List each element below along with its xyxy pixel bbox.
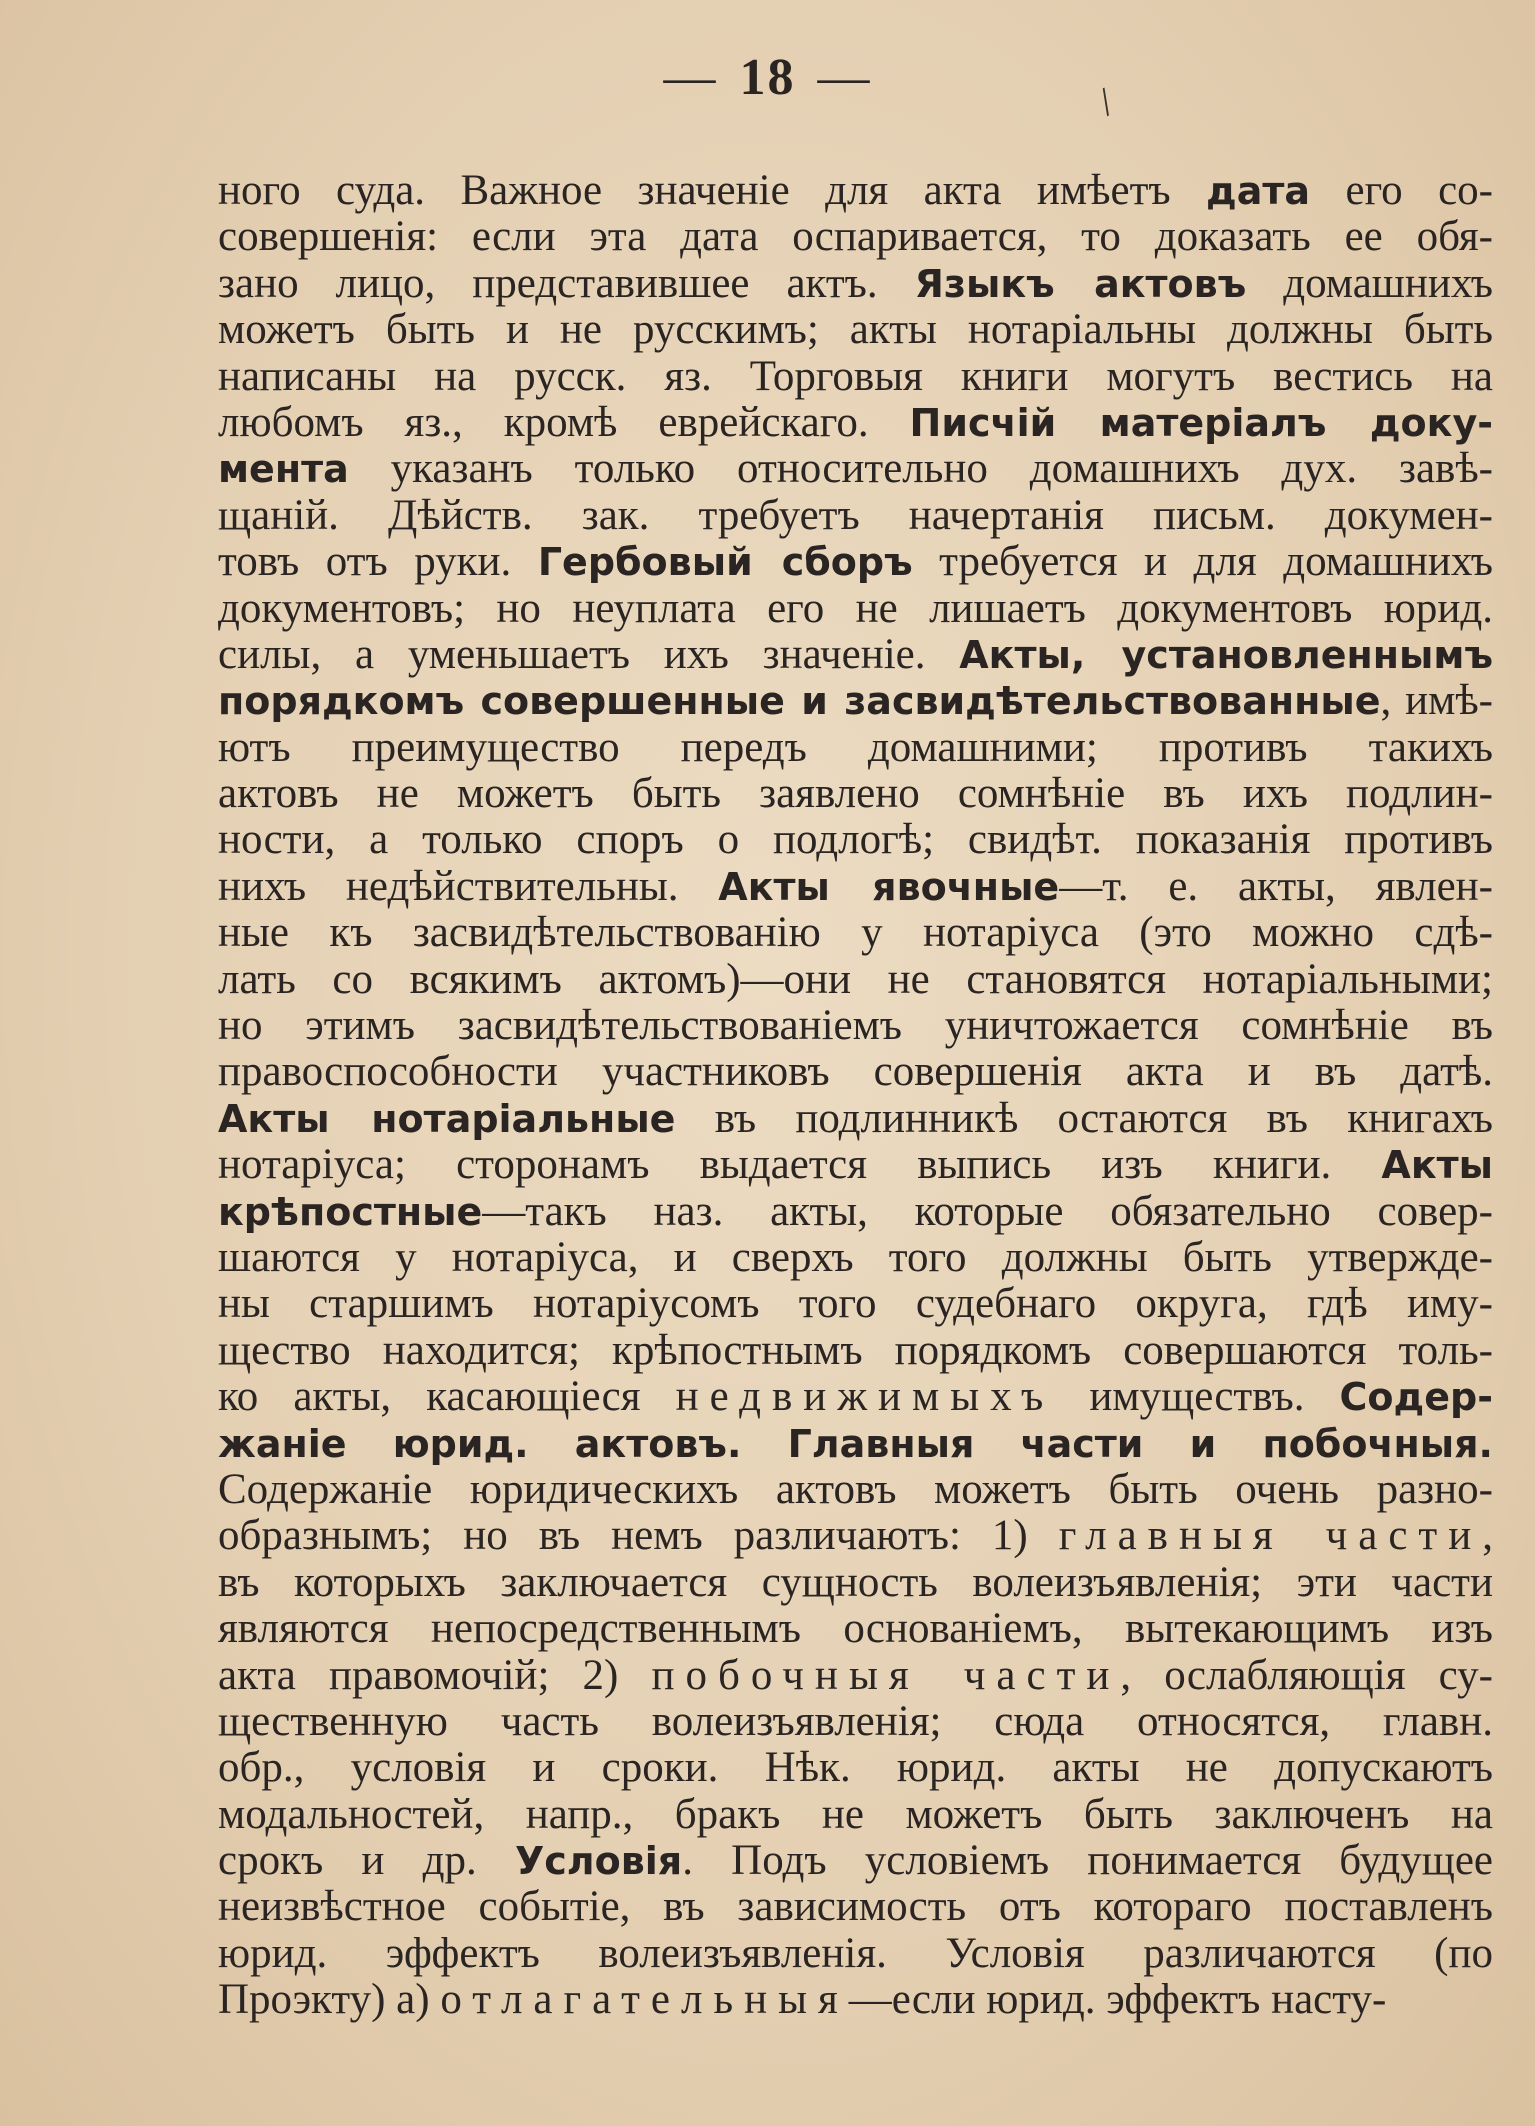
text-segment: ности, а только споръ о подлогѣ; свидѣт. показанія противъ <box>218 817 1493 864</box>
text-line <box>218 539 1493 585</box>
text-line <box>218 168 1493 214</box>
text-line <box>218 214 1493 260</box>
text-segment: щественную часть волеизъявленія; сюда относятся, главн. <box>218 1698 1493 1745</box>
text-segment: но этимъ засвидѣтельствованіемъ уничтожается сомнѣніе въ <box>218 1003 1493 1050</box>
text-segment: въ которыхъ заключается сущность волеизъявленія; эти части <box>218 1559 1493 1606</box>
text-segment: срокъ и др. <box>218 1838 515 1885</box>
bold-term: Акты <box>1381 1143 1493 1188</box>
text-segment: , ослабляющія су- <box>1120 1652 1493 1699</box>
bold-term: крѣпостные <box>218 1189 483 1234</box>
bold-term: Акты, установленнымъ <box>959 632 1493 677</box>
text-line <box>218 725 1493 771</box>
text-line <box>218 1096 1493 1142</box>
text-line <box>218 1421 1493 1467</box>
text-segment: документовъ; но неуплата его не лишаетъ документовъ юрид. <box>218 585 1493 632</box>
text-line <box>218 1281 1493 1327</box>
text-segment: обр., условія и сроки. Нѣк. юрид. акты не допускаютъ <box>218 1745 1493 1792</box>
text-line <box>218 1560 1493 1606</box>
text-segment: юрид. эффектъ волеизъявленія. Условія различаются (по <box>218 1930 1493 1977</box>
page-number-header <box>0 48 1535 107</box>
bold-term: Акты явочные <box>718 864 1060 909</box>
spaced-term: недвижимыхъ <box>675 1374 1055 1421</box>
text-line <box>218 817 1493 863</box>
text-segment: ные къ засвидѣтельствованію у нотаріуса (это можно сдѣ- <box>218 910 1493 957</box>
text-line <box>218 1467 1493 1513</box>
text-segment: его со- <box>1310 168 1493 214</box>
page-number: 18 <box>739 49 796 106</box>
text-segment: силы, а уменьшаетъ ихъ значеніе. <box>218 631 960 678</box>
text-line <box>218 1792 1493 1838</box>
bold-term: Писчій матеріалъ доку- <box>909 400 1493 445</box>
text-segment: ны старшимъ нотаріусомъ того судебнаго округа, гдѣ иму- <box>218 1281 1493 1328</box>
spaced-term: побочныя части <box>651 1652 1121 1699</box>
text-segment: можетъ быть и не русскимъ; акты нотаріальны должны быть <box>218 307 1493 354</box>
text-segment: являются непосредственнымъ основаніемъ, вытекающимъ изъ <box>218 1606 1493 1653</box>
text-segment: зано лицо, представившее актъ. <box>218 260 915 307</box>
text-segment: требуется и для домашнихъ <box>912 539 1493 586</box>
text-line <box>218 1142 1493 1188</box>
text-segment: ютъ преимущество передъ домашними; противъ такихъ <box>218 724 1493 771</box>
text-line <box>218 1235 1493 1281</box>
text-segment: совершенія: если эта дата оспаривается, то доказать ее обя- <box>218 214 1493 261</box>
text-line <box>218 1977 1493 2023</box>
text-segment: модальностей, напр., бракъ не можетъ быть заключенъ на <box>218 1791 1493 1838</box>
text-segment: , имѣ- <box>1380 678 1493 725</box>
bold-term: Условія <box>514 1839 683 1884</box>
text-line <box>218 307 1493 353</box>
text-segment: ного суда. Важное значеніе для акта имѣетъ <box>218 168 1207 214</box>
text-line <box>218 1931 1493 1977</box>
text-line <box>218 1189 1493 1235</box>
text-line <box>218 1513 1493 1559</box>
bold-term: дата <box>1206 169 1311 213</box>
text-segment: правоспособности участниковъ совершенія акта и въ датѣ. <box>218 1049 1493 1096</box>
bold-term: мента <box>218 447 349 492</box>
page-number-dash-right: — <box>817 49 872 106</box>
text-segment: , <box>1482 1513 1493 1560</box>
text-segment: —т. е. акты, явлен- <box>1059 863 1493 910</box>
spaced-term: главныя части <box>1058 1513 1483 1560</box>
text-line <box>218 400 1493 446</box>
text-segment: актовъ не можетъ быть заявлено сомнѣніе въ ихъ подлин- <box>218 771 1493 818</box>
text-segment: нихъ недѣйствительны. <box>218 863 719 910</box>
text-line <box>218 864 1493 910</box>
pen-mark: / <box>1090 79 1122 124</box>
text-segment: имуществъ. <box>1054 1374 1340 1421</box>
text-segment: любомъ яз., кромѣ еврейскаго. <box>218 399 910 446</box>
bold-term: порядкомъ совершенные и засвидѣтельствованные <box>218 679 1381 724</box>
text-line <box>218 771 1493 817</box>
text-line <box>218 1328 1493 1374</box>
bold-term: Языкъ актовъ <box>914 261 1247 306</box>
text-line <box>218 354 1493 400</box>
text-segment: ко акты, касающіеся <box>218 1374 676 1421</box>
bold-term: Гербовый сборъ <box>537 540 913 585</box>
text-line <box>218 632 1493 678</box>
text-segment: написаны на русск. яз. Торговыя книги могутъ вестись на <box>218 353 1493 400</box>
text-segment: нотаріуса; сторонамъ выдается выпись изъ книги. <box>218 1142 1382 1189</box>
text-segment: . Подъ условіемъ понимается будущее <box>682 1838 1493 1885</box>
text-line <box>218 1003 1493 1049</box>
page-number-dash-left: — <box>663 49 718 106</box>
text-line <box>218 678 1493 724</box>
text-segment: —такъ наз. акты, которые обязательно совер- <box>482 1188 1493 1235</box>
text-segment: неизвѣстное событіе, въ зависимость отъ котораго поставленъ <box>218 1884 1493 1931</box>
text-segment: образнымъ; но въ немъ различаютъ: 1) <box>218 1513 1059 1560</box>
bold-term: жаніе юрид. актовъ. Главныя части и побочныя. <box>218 1421 1493 1466</box>
text-segment: лать со всякимъ актомъ)—они не становятся нотаріальными; <box>218 956 1493 1003</box>
text-segment: въ подлинникѣ остаются въ книгахъ <box>675 1095 1493 1142</box>
text-line <box>218 957 1493 1003</box>
text-line <box>218 1838 1493 1884</box>
text-line <box>218 1653 1493 1699</box>
text-line <box>218 1049 1493 1095</box>
spaced-term: отлагательныя <box>440 1977 849 2024</box>
text-segment: Проэкту) а) <box>218 1977 441 2024</box>
text-segment: —если юрид. эффектъ насту- <box>848 1977 1387 2024</box>
text-segment: щество находится; крѣпостнымъ порядкомъ совершаются толь- <box>218 1327 1493 1374</box>
text-segment: шаются у нотаріуса, и сверхъ того должны быть утвержде- <box>218 1234 1493 1281</box>
text-segment: Содержаніе юридическихъ актовъ можетъ быть очень разно- <box>218 1466 1493 1513</box>
text-line <box>218 261 1493 307</box>
text-line <box>218 1374 1493 1420</box>
text-segment: домашнихъ <box>1246 260 1493 307</box>
body-text <box>218 168 1493 2024</box>
text-line <box>218 446 1493 492</box>
text-line <box>218 1699 1493 1745</box>
text-line <box>218 586 1493 632</box>
bold-term: Акты нотаріальные <box>218 1096 676 1141</box>
text-segment: щаній. Дѣйств. зак. требуетъ начертанія письм. докумен- <box>218 492 1493 539</box>
text-line <box>218 1606 1493 1652</box>
text-line <box>218 493 1493 539</box>
bold-term: Содер- <box>1339 1375 1493 1420</box>
text-line <box>218 1745 1493 1791</box>
text-line <box>218 1884 1493 1930</box>
text-segment: указанъ только относительно домашнихъ дух. завѣ- <box>348 446 1493 493</box>
text-line <box>218 910 1493 956</box>
text-segment: акта правомочій; 2) <box>218 1652 652 1699</box>
text-segment: товъ отъ руки. <box>218 539 538 586</box>
